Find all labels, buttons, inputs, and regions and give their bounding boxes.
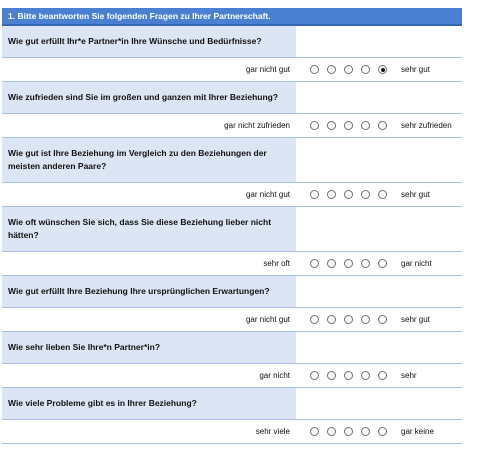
survey-form [2, 8, 462, 444]
question-spacer [296, 207, 462, 251]
question-row [2, 332, 462, 364]
question-spacer [296, 138, 462, 182]
question-text: Wie oft wünschen Sie sich, dass Sie diese Beziehung lieber nicht hätten? [2, 207, 296, 251]
radio-option-3[interactable] [344, 315, 353, 324]
question-text: Wie viele Probleme gibt es in Ihrer Beziehung? [2, 388, 296, 419]
answer-row [2, 114, 462, 138]
question-row [2, 138, 462, 183]
scale-left-label: gar nicht zufrieden [224, 121, 290, 130]
radio-option-1[interactable] [310, 371, 319, 380]
radio-group [310, 121, 387, 130]
question-spacer [296, 26, 462, 57]
scale-right-label: sehr zufrieden [401, 121, 452, 130]
question-text: Wie zufrieden sind Sie im großen und ganzen mit Ihrer Beziehung? [2, 82, 296, 113]
radio-option-5[interactable] [378, 315, 387, 324]
radio-option-1[interactable] [310, 315, 319, 324]
radio-option-5[interactable] [378, 371, 387, 380]
radio-option-3[interactable] [344, 259, 353, 268]
scale-left-label: gar nicht gut [245, 65, 290, 74]
scale-right-label: gar nicht [401, 259, 432, 268]
radio-group [310, 65, 387, 74]
radio-option-3[interactable] [344, 190, 353, 199]
question-row [2, 26, 462, 58]
radio-option-1[interactable] [310, 190, 319, 199]
question-row [2, 388, 462, 420]
question-row [2, 82, 462, 114]
scale-left-label: gar nicht gut [245, 315, 290, 324]
question-spacer [296, 82, 462, 113]
scale-left-label: sehr oft [263, 259, 290, 268]
radio-option-2[interactable] [327, 371, 336, 380]
answer-row [2, 364, 462, 388]
radio-option-3[interactable] [344, 371, 353, 380]
radio-option-4[interactable] [361, 371, 370, 380]
question-row [2, 276, 462, 308]
radio-option-2[interactable] [327, 259, 336, 268]
scale-right-label: sehr gut [401, 315, 430, 324]
radio-option-2[interactable] [327, 65, 336, 74]
scale-right-label: sehr gut [401, 65, 430, 74]
question-spacer [296, 332, 462, 363]
scale-left-label: gar nicht [259, 371, 290, 380]
radio-option-3[interactable] [344, 121, 353, 130]
scale-left-label: sehr viele [255, 427, 290, 436]
section-header: 1. Bitte beantworten Sie folgenden Fragen zu Ihrer Partnerschaft. [2, 8, 462, 26]
radio-option-4[interactable] [361, 315, 370, 324]
radio-option-1[interactable] [310, 65, 319, 74]
radio-option-3[interactable] [344, 65, 353, 74]
radio-group [310, 190, 387, 199]
radio-option-1[interactable] [310, 427, 319, 436]
radio-option-1[interactable] [310, 121, 319, 130]
question-text: Wie gut erfüllt Ihre Beziehung Ihre ursprünglichen Erwartungen? [2, 276, 296, 307]
radio-option-5[interactable] [378, 121, 387, 130]
answer-row [2, 183, 462, 207]
radio-option-5[interactable] [378, 427, 387, 436]
radio-option-3[interactable] [344, 427, 353, 436]
radio-option-5[interactable] [378, 65, 387, 74]
radio-option-2[interactable] [327, 427, 336, 436]
question-spacer [296, 276, 462, 307]
radio-option-4[interactable] [361, 427, 370, 436]
radio-group [310, 371, 387, 380]
radio-option-4[interactable] [361, 190, 370, 199]
answer-row [2, 252, 462, 276]
radio-group [310, 315, 387, 324]
radio-group [310, 427, 387, 436]
radio-option-1[interactable] [310, 259, 319, 268]
scale-right-label: gar keine [401, 427, 434, 436]
question-text: Wie gut erfüllt Ihr*e Partner*in Ihre Wünsche und Bedürfnisse? [2, 26, 296, 57]
radio-group [310, 259, 387, 268]
radio-option-4[interactable] [361, 65, 370, 74]
answer-row [2, 58, 462, 82]
radio-option-5[interactable] [378, 190, 387, 199]
radio-option-4[interactable] [361, 121, 370, 130]
question-spacer [296, 388, 462, 419]
question-row [2, 207, 462, 252]
scale-right-label: sehr gut [401, 190, 430, 199]
question-list [2, 26, 462, 444]
scale-left-label: gar nicht gut [245, 190, 290, 199]
question-text: Wie sehr lieben Sie Ihre*n Partner*in? [2, 332, 296, 363]
radio-option-5[interactable] [378, 259, 387, 268]
answer-row [2, 420, 462, 444]
radio-option-2[interactable] [327, 121, 336, 130]
radio-option-2[interactable] [327, 315, 336, 324]
radio-option-2[interactable] [327, 190, 336, 199]
scale-right-label: sehr [401, 371, 417, 380]
answer-row [2, 308, 462, 332]
radio-option-4[interactable] [361, 259, 370, 268]
question-text: Wie gut ist Ihre Beziehung im Vergleich zu den Beziehungen der meisten anderen Paare? [2, 138, 296, 182]
